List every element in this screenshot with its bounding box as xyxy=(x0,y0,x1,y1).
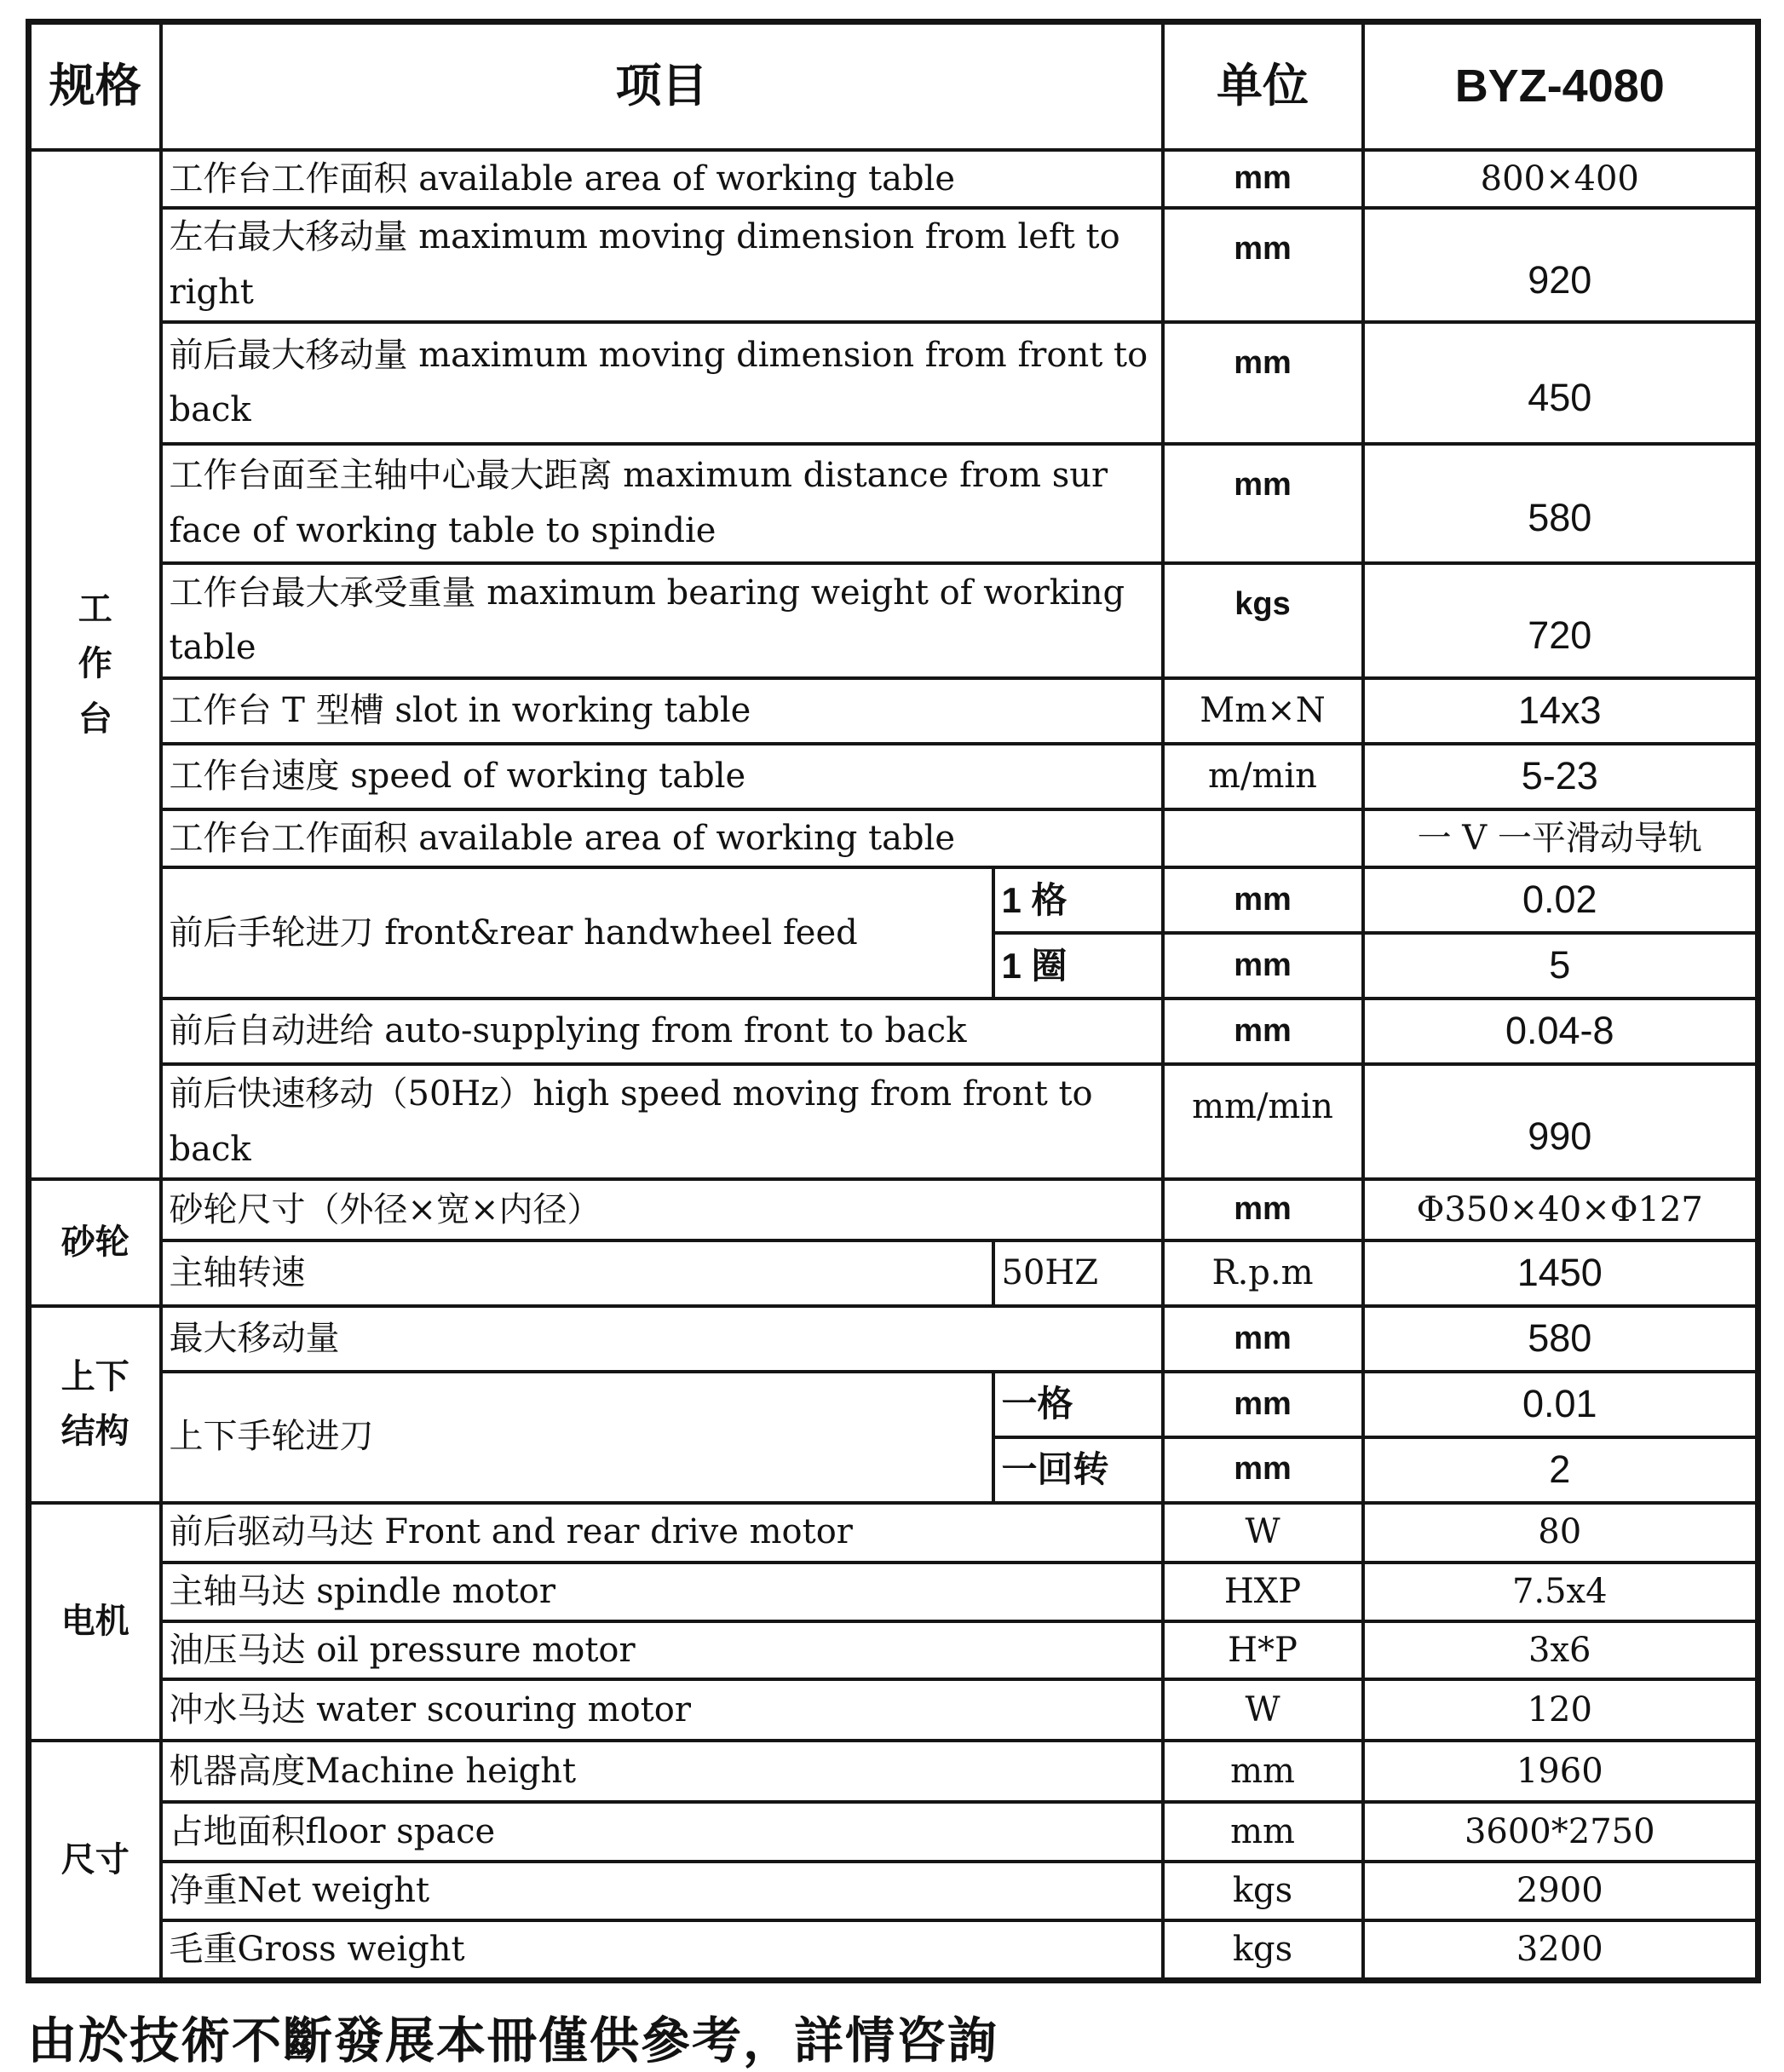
item-cell: 前后手轮进刀 front&rear handwheel feed xyxy=(161,867,993,999)
value-cell: 1960 xyxy=(1363,1741,1758,1802)
spec-table xyxy=(26,19,1761,1983)
value-cell: 990 xyxy=(1363,1064,1758,1179)
value-cell: 80 xyxy=(1363,1503,1758,1563)
value-cell: 5-23 xyxy=(1363,744,1758,809)
value-cell: 3600*2750 xyxy=(1363,1802,1758,1862)
item-cell: 占地面积floor space xyxy=(161,1802,1163,1862)
sub-label-cell: 一格 xyxy=(993,1372,1163,1437)
table-row xyxy=(29,678,1758,744)
unit-cell: mm xyxy=(1163,150,1363,209)
category-cell: 砂轮 xyxy=(29,1179,161,1306)
unit-cell: mm xyxy=(1163,1802,1363,1862)
value-cell: 3200 xyxy=(1363,1920,1758,1980)
item-cell: 机器高度Machine height xyxy=(161,1741,1163,1802)
unit-cell: mm xyxy=(1163,933,1363,999)
header-spec: 规格 xyxy=(29,22,161,150)
item-cell: 砂轮尺寸（外径×宽×内径） xyxy=(161,1179,1163,1240)
item-cell: 工作台工作面积 available area of working table xyxy=(161,809,1163,868)
item-cell: 工作台工作面积 available area of working table xyxy=(161,150,1163,209)
sub-label-cell: 50HZ xyxy=(993,1240,1163,1306)
category-char: 工 xyxy=(78,590,112,628)
table-row xyxy=(29,867,1758,933)
sub-label-cell: 一回转 xyxy=(993,1437,1163,1503)
table-row xyxy=(29,1372,1758,1437)
value-cell: 3x6 xyxy=(1363,1621,1758,1680)
table-row xyxy=(29,322,1758,444)
table-row xyxy=(29,1862,1758,1920)
unit-cell: m/min xyxy=(1163,744,1363,809)
item-cell: 主轴马达 spindle motor xyxy=(161,1563,1163,1621)
item-cell: 最大移动量 xyxy=(161,1306,1163,1372)
table-row xyxy=(29,563,1758,678)
item-cell: 油压马达 oil pressure motor xyxy=(161,1621,1163,1680)
unit-cell: mm xyxy=(1163,1741,1363,1802)
spec-sheet xyxy=(0,19,1784,2069)
table-row xyxy=(29,1064,1758,1179)
item-cell: 前后最大移动量 maximum moving dimension from front to back xyxy=(161,322,1163,444)
footer-note: 由於技術不斷發展本冊僅供參考，詳情咨詢 xyxy=(27,2011,999,2069)
value-cell: 0.04-8 xyxy=(1363,999,1758,1064)
item-cell: 工作台最大承受重量 maximum bearing weight of working table xyxy=(161,563,1163,678)
value-cell: 580 xyxy=(1363,444,1758,563)
unit-cell: mm xyxy=(1163,1306,1363,1372)
value-cell: 5 xyxy=(1363,933,1758,999)
item-cell: 毛重Gross weight xyxy=(161,1920,1163,1980)
unit-cell: kgs xyxy=(1163,1920,1363,1980)
table-row xyxy=(29,809,1758,868)
item-cell: 工作台速度 speed of working table xyxy=(161,744,1163,809)
value-cell: Φ350×40×Φ127 xyxy=(1363,1179,1758,1240)
table-row xyxy=(29,1240,1758,1306)
unit-cell: mm xyxy=(1163,1372,1363,1437)
value-cell: 920 xyxy=(1363,208,1758,322)
table-row xyxy=(29,1920,1758,1980)
table-row xyxy=(29,1679,1758,1741)
value-cell: 7.5x4 xyxy=(1363,1563,1758,1621)
item-cell: 净重Net weight xyxy=(161,1862,1163,1920)
category-char: 作 xyxy=(78,645,112,683)
item-cell: 工作台 T 型槽 slot in working table xyxy=(161,678,1163,744)
table-row xyxy=(29,208,1758,322)
table-row xyxy=(29,1802,1758,1862)
header-model: BYZ-4080 xyxy=(1363,22,1758,150)
header-row xyxy=(29,22,1758,150)
value-cell: 0.01 xyxy=(1363,1372,1758,1437)
value-cell: 800×400 xyxy=(1363,150,1758,209)
table-row xyxy=(29,1741,1758,1802)
unit-cell: kgs xyxy=(1163,1862,1363,1920)
value-cell: 120 xyxy=(1363,1679,1758,1741)
item-cell: 前后快速移动（50Hz）high speed moving from front to back xyxy=(161,1064,1163,1179)
unit-cell: W xyxy=(1163,1503,1363,1563)
unit-cell: mm xyxy=(1163,867,1363,933)
value-cell: 580 xyxy=(1363,1306,1758,1372)
item-cell: 左右最大移动量 maximum moving dimension from left to right xyxy=(161,208,1163,322)
item-cell: 工作台面至主轴中心最大距离 maximum distance from sur face of working table to spindie xyxy=(161,444,1163,563)
header-unit: 单位 xyxy=(1163,22,1363,150)
category-cell: 尺寸 xyxy=(29,1741,161,1980)
unit-cell: mm xyxy=(1163,444,1363,563)
unit-cell: H*P xyxy=(1163,1621,1363,1680)
unit-cell: R.p.m xyxy=(1163,1240,1363,1306)
value-cell: 720 xyxy=(1363,563,1758,678)
value-cell: 450 xyxy=(1363,322,1758,444)
unit-cell: kgs xyxy=(1163,563,1363,678)
category-cell: 上下 结构 xyxy=(29,1306,161,1503)
category-cell: 电机 xyxy=(29,1503,161,1741)
unit-cell: mm xyxy=(1163,1179,1363,1240)
item-cell: 前后自动进给 auto-supplying from front to back xyxy=(161,999,1163,1064)
category-cell xyxy=(29,150,161,1180)
value-cell: 2900 xyxy=(1363,1862,1758,1920)
unit-cell: mm xyxy=(1163,999,1363,1064)
unit-cell: mm xyxy=(1163,322,1363,444)
item-cell: 上下手轮进刀 xyxy=(161,1372,993,1503)
unit-cell: HXP xyxy=(1163,1563,1363,1621)
sub-label-cell: 1 格 xyxy=(993,867,1163,933)
unit-cell: W xyxy=(1163,1679,1363,1741)
value-cell: 0.02 xyxy=(1363,867,1758,933)
value-cell: 1450 xyxy=(1363,1240,1758,1306)
item-cell: 冲水马达 water scouring motor xyxy=(161,1679,1163,1741)
header-item: 项目 xyxy=(161,22,1163,150)
table-row xyxy=(29,1179,1758,1240)
item-cell: 主轴转速 xyxy=(161,1240,993,1306)
table-row xyxy=(29,1621,1758,1680)
unit-cell: mm xyxy=(1163,208,1363,322)
table-row xyxy=(29,744,1758,809)
unit-cell: mm/min xyxy=(1163,1064,1363,1179)
item-cell: 前后驱动马达 Front and rear drive motor xyxy=(161,1503,1163,1563)
sub-label-cell: 1 圈 xyxy=(993,933,1163,999)
table-row xyxy=(29,444,1758,563)
value-cell: 14x3 xyxy=(1363,678,1758,744)
table-row xyxy=(29,999,1758,1064)
value-cell: 一 V 一平滑动导轨 xyxy=(1363,809,1758,868)
unit-cell: Mm×N xyxy=(1163,678,1363,744)
table-row xyxy=(29,1306,1758,1372)
table-row xyxy=(29,1563,1758,1621)
unit-cell: mm xyxy=(1163,1437,1363,1503)
table-row xyxy=(29,1503,1758,1563)
table-row xyxy=(29,150,1758,209)
value-cell: 2 xyxy=(1363,1437,1758,1503)
category-char: 台 xyxy=(78,700,112,739)
unit-cell xyxy=(1163,809,1363,868)
